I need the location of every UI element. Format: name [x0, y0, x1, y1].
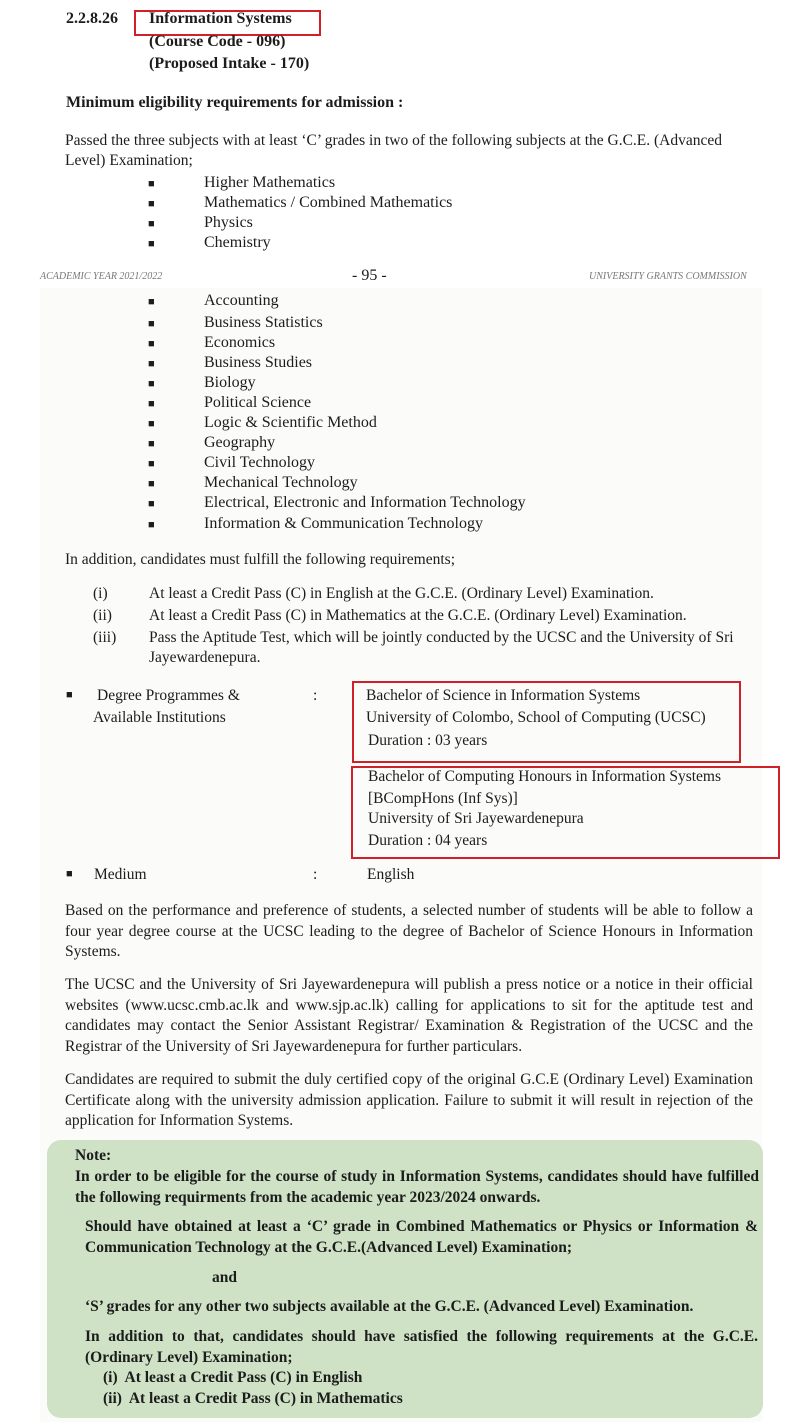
bullet-icon: ■ [148, 358, 155, 370]
note-requirement-1: Should have obtained at least a ‘C’ grade in Combined Mathematics or Physics or Information & Communication Technology at the G.C.E.(Advanced Level) Examination; [85, 1218, 758, 1256]
subject-item: Civil Technology [204, 454, 316, 471]
paragraph-press-notice: The UCSC and the University of Sri Jayewardenepura will publish a press notice or a notice in their official websites (www.ucsc.cmb.ac.lk and www.sjp.ac.lk) calling for applications to sit for the aptitude test and candidates may contact the Senior Assistant Registrar/ Examination & Registration of the UCSC and the Registrar of the University of Sri Jayewardenepura for further particulars. [65, 976, 753, 1055]
programmes-colon: : [313, 687, 318, 704]
subject-item: Mathematics / Combined Mathematics [204, 194, 453, 211]
section-number: 2.2.8.26 [66, 10, 118, 27]
subject-item: Chemistry [204, 234, 271, 251]
requirement-number: (i) [93, 585, 108, 602]
subject-item: Higher Mathematics [204, 174, 336, 191]
footer-publisher: UNIVERSITY GRANTS COMMISSION [589, 271, 747, 282]
note-requirement-2: ‘S’ grades for any other two subjects available at the G.C.E. (Advanced Level) Examination. [85, 1298, 694, 1315]
programme-2-institution: University of Sri Jayewardenepura [368, 810, 584, 827]
subject-item: Physics [204, 214, 253, 231]
bullet-icon: ■ [148, 519, 155, 531]
note-title: Note: [75, 1147, 112, 1164]
footer-academic-year: ACADEMIC YEAR 2021/2022 [40, 271, 163, 282]
programmes-label-line1: Degree Programmes & [97, 687, 240, 704]
requirement-text: At least a Credit Pass (C) in Mathematics at the G.C.E. (Ordinary Level) Examination. [149, 607, 687, 624]
medium-colon: : [313, 866, 318, 883]
bullet-icon: ■ [148, 478, 155, 490]
bullet-icon: ■ [148, 238, 155, 250]
requirement-number: (ii) [93, 607, 112, 624]
bullet-icon: ■ [148, 438, 155, 450]
bullet-icon: ■ [148, 198, 155, 210]
programme-1-degree: Bachelor of Science in Information Systems [366, 687, 641, 704]
programme-1-duration: Duration : 03 years [368, 732, 488, 749]
subject-item: Electrical, Electronic and Information Technology [204, 494, 526, 511]
note-ol-item: (ii) At least a Credit Pass (C) in Mathematics [103, 1390, 403, 1407]
note-intro: In order to be eligible for the course of study in Information Systems, candidates should have fulfilled the following requirments from the academic year 2023/2024 onwards. [75, 1168, 759, 1206]
subject-item: Logic & Scientific Method [204, 414, 377, 431]
subject-item: Accounting [204, 292, 279, 309]
bullet-icon: ■ [148, 498, 155, 510]
bullet-icon: ■ [148, 296, 155, 308]
programme-2-duration: Duration : 04 years [368, 832, 488, 849]
medium-value: English [367, 866, 415, 883]
subject-item: Business Statistics [204, 314, 323, 331]
programme-2-abbreviation: [BCompHons (Inf Sys)] [368, 790, 518, 807]
bullet-icon: ■ [148, 178, 155, 190]
subject-item: Mechanical Technology [204, 474, 358, 491]
subject-item: Business Studies [204, 354, 313, 371]
medium-label: Medium [94, 866, 147, 883]
subject-item: Economics [204, 334, 276, 351]
eligibility-intro: Passed the three subjects with at least ‘C’ grades in two of the following subjects at the G.C.E. (Advanced Level) Examination; [65, 132, 723, 169]
bullet-icon: ■ [148, 398, 155, 410]
bullet-icon: ■ [148, 318, 155, 330]
additional-intro: In addition, candidates must fulfill the following requirements; [65, 551, 455, 568]
proposed-intake: (Proposed Intake - 170) [149, 55, 310, 72]
requirement-text: Pass the Aptitude Test, which will be jointly conducted by the UCSC and the University of Sri Jayewardenepura. [149, 629, 734, 666]
bullet-icon: ■ [148, 338, 155, 350]
requirement-text: At least a Credit Pass (C) in English at the G.C.E. (Ordinary Level) Examination. [149, 585, 654, 602]
subject-item: Information & Communication Technology [204, 515, 483, 532]
bullet-icon: ■ [148, 418, 155, 430]
programme-1-institution: University of Colombo, School of Computing (UCSC) [366, 709, 706, 726]
programmes-label-line2: Available Institutions [93, 709, 226, 726]
subject-item: Geography [204, 434, 276, 451]
bullet-icon: ■ [148, 378, 155, 390]
programme-2-degree: Bachelor of Computing Honours in Information Systems [368, 768, 722, 785]
paragraph-certificate: Candidates are required to submit the duly certified copy of the original G.C.E (Ordinary Level) Examination Certificate along with the university admission application. Failure to submit it will result in rejection of the application for Information Systems. [65, 1071, 753, 1129]
bullet-icon: ■ [148, 218, 155, 230]
bullet-icon: ■ [66, 689, 73, 701]
subject-item: Political Science [204, 394, 312, 411]
note-and: and [212, 1269, 237, 1286]
page-number: - 95 - [352, 267, 387, 284]
note-ol-item: (i) At least a Credit Pass (C) in English [103, 1369, 363, 1386]
bullet-icon: ■ [66, 868, 73, 880]
requirement-number: (iii) [93, 629, 117, 646]
bullet-icon: ■ [148, 458, 155, 470]
course-code: (Course Code - 096) [149, 33, 286, 50]
paragraph-honours: Based on the performance and preference of students, a selected number of students will be able to follow a four year degree course at the UCSC leading to the degree of Bachelor of Science Honours in Information Systems. [65, 902, 753, 960]
subject-item: Biology [204, 374, 256, 391]
course-name: Information Systems [149, 10, 292, 27]
note-ol-intro: In addition to that, candidates should have satisfied the following requirements at the G.C.E. (Ordinary Level) Examination; [85, 1328, 758, 1366]
eligibility-heading: Minimum eligibility requirements for admission : [66, 94, 404, 111]
